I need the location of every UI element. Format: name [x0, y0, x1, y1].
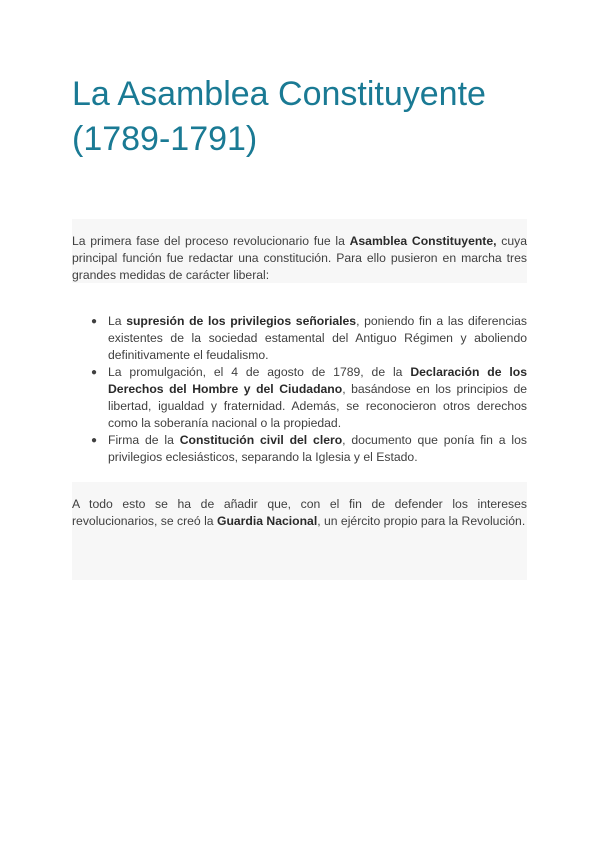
item-text-bold: supresión de los privilegios señoriales	[126, 314, 357, 328]
item-text-bold: Declaración de los Derechos del Hombre y del Ciudadano	[108, 365, 527, 396]
measures-list	[72, 313, 527, 466]
item-text-after: , poniendo fin a las diferencias existentes de la sociedad estamental del Antiguo Régimen y aboliendo definitivamente el feudalismo.	[108, 314, 527, 362]
bullet-icon: ●	[91, 367, 98, 378]
intro-text-bold: Asamblea Constituyente,	[349, 234, 497, 248]
title-line-1: La Asamblea Constituyente	[72, 75, 486, 113]
bullet-icon: ●	[91, 435, 98, 446]
item-text-before: La promulgación, el 4 de agosto de 1789, de la	[108, 365, 411, 379]
item-text-before: Firma de la	[108, 433, 180, 447]
intro-text-before: La primera fase del proceso revolucionario fue la	[72, 234, 350, 248]
list-item	[72, 313, 527, 364]
closing-text-after: , un ejército propio para la Revolución.	[317, 514, 526, 528]
bullet-icon: ●	[91, 316, 98, 327]
list-item	[72, 364, 527, 432]
item-text-after: , basándose en los principios de libertad, igualdad y fraternidad. Además, se reconocieron otros derechos como la soberanía nacional o la propiedad.	[108, 382, 527, 430]
title-line-2: (1789-1791)	[72, 120, 258, 158]
page-title	[72, 72, 542, 162]
item-text-after: , documento que ponía fin a los privilegios eclesiásticos, separando la Iglesia y el Estado.	[108, 433, 527, 464]
list-item	[72, 432, 527, 466]
closing-block	[72, 482, 527, 580]
intro-text-after: cuya principal función fue redactar una constitución. Para ello pusieron en marcha tres grandes medidas de carácter liberal:	[72, 234, 528, 282]
item-text-bold: Constitución civil del clero	[179, 433, 343, 447]
closing-text-bold: Guardia Nacional	[216, 514, 318, 528]
closing-paragraph	[72, 496, 527, 530]
item-text-before: La	[108, 314, 127, 328]
intro-paragraph	[72, 233, 527, 284]
closing-text-before: A todo esto se ha de añadir que, con el fin de defender los intereses revolucionarios, se creó la	[72, 497, 527, 528]
intro-block	[72, 219, 527, 283]
